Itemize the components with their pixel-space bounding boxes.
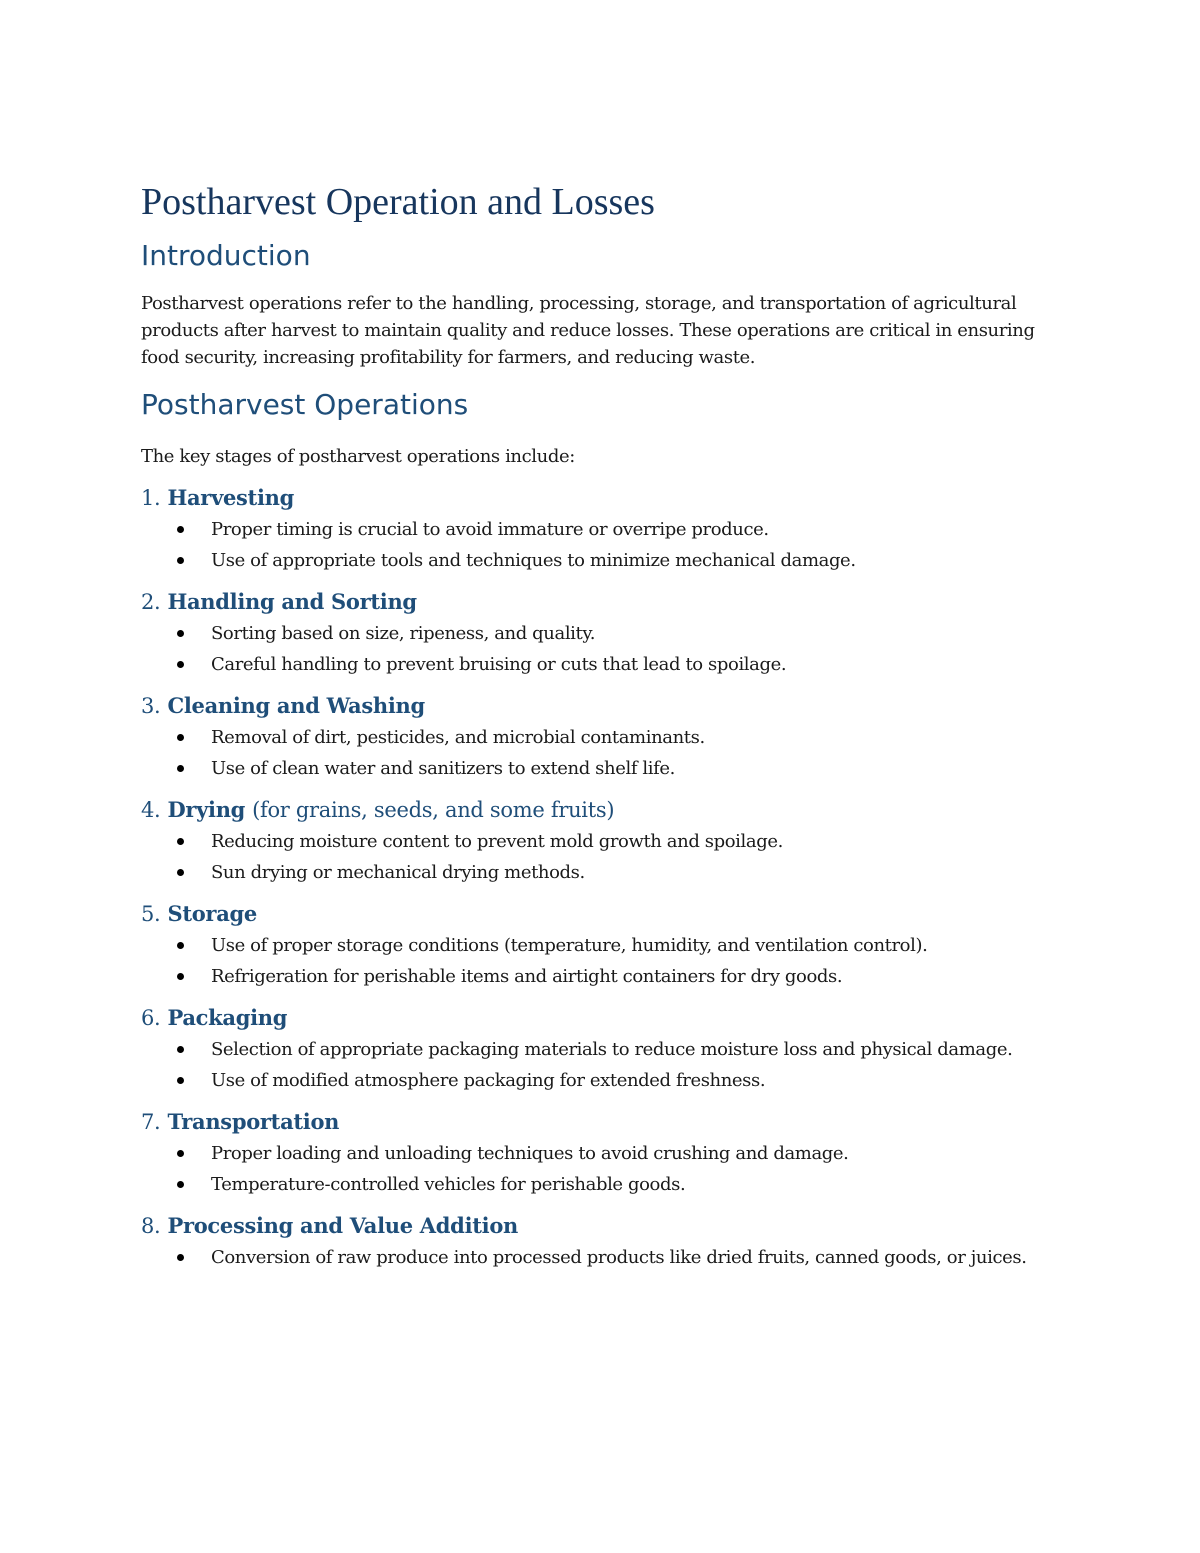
bullet-dot-icon	[177, 869, 184, 876]
stage-section	[141, 898, 1041, 990]
bullet-text: Use of modified atmosphere packaging for extended freshness.	[211, 1070, 766, 1091]
bullet-text: Removal of dirt, pesticides, and microbial contaminants.	[211, 727, 705, 748]
bullet-item	[141, 932, 1041, 959]
stage-bullet-list	[141, 1140, 1041, 1198]
stage-bullet-list	[141, 828, 1041, 886]
stage-number: 6.	[141, 1006, 161, 1030]
stage-title: Transportation	[167, 1109, 340, 1134]
operations-heading: Postharvest Operations	[141, 388, 469, 421]
stage-title: Processing and Value Addition	[167, 1213, 518, 1238]
introduction-heading: Introduction	[141, 239, 311, 272]
stage-number: 2.	[141, 590, 161, 614]
bullet-dot-icon	[177, 1150, 184, 1157]
stage-title: Harvesting	[167, 485, 294, 510]
stage-title: Drying	[167, 797, 246, 822]
stage-section	[141, 1210, 1041, 1271]
bullet-text: Proper loading and unloading techniques to avoid crushing and damage.	[211, 1143, 849, 1164]
bullet-dot-icon	[177, 765, 184, 772]
stage-title-note: (for grains, seeds, and some fruits)	[252, 798, 615, 822]
bullet-text: Use of appropriate tools and techniques to minimize mechanical damage.	[211, 550, 856, 571]
stage-heading	[141, 482, 1041, 514]
bullet-text: Refrigeration for perishable items and airtight containers for dry goods.	[211, 966, 843, 987]
stage-title: Handling and Sorting	[167, 589, 417, 614]
bullet-dot-icon	[177, 557, 184, 564]
bullet-item	[141, 1067, 1041, 1094]
stage-number: 1.	[141, 486, 161, 510]
bullet-text: Sorting based on size, ripeness, and quality.	[211, 623, 596, 644]
stage-section	[141, 794, 1041, 886]
stage-number: 7.	[141, 1110, 161, 1134]
stage-heading	[141, 1002, 1041, 1034]
stage-section	[141, 1002, 1041, 1094]
bullet-item	[141, 1036, 1041, 1063]
stage-number: 5.	[141, 902, 161, 926]
stage-heading	[141, 690, 1041, 722]
stage-bullet-list	[141, 516, 1041, 574]
bullet-dot-icon	[177, 973, 184, 980]
stage-heading	[141, 586, 1041, 618]
bullet-item	[141, 516, 1041, 543]
bullet-dot-icon	[177, 838, 184, 845]
stage-number: 3.	[141, 694, 161, 718]
bullet-dot-icon	[177, 1046, 184, 1053]
stage-title: Packaging	[167, 1005, 288, 1030]
bullet-dot-icon	[177, 526, 184, 533]
stage-bullet-list	[141, 932, 1041, 990]
bullet-item	[141, 828, 1041, 855]
bullet-dot-icon	[177, 1181, 184, 1188]
stage-title: Storage	[167, 901, 257, 926]
stage-bullet-list	[141, 1036, 1041, 1094]
bullet-item	[141, 620, 1041, 647]
bullet-dot-icon	[177, 942, 184, 949]
bullet-dot-icon	[177, 661, 184, 668]
bullet-text: Proper timing is crucial to avoid immature or overripe produce.	[211, 519, 769, 540]
bullet-item	[141, 755, 1041, 782]
bullet-item	[141, 1140, 1041, 1167]
document-content	[141, 178, 1041, 1275]
bullet-dot-icon	[177, 734, 184, 741]
stage-heading	[141, 794, 1041, 826]
stage-title: Cleaning and Washing	[167, 693, 425, 718]
bullet-item	[141, 724, 1041, 751]
stage-bullet-list	[141, 724, 1041, 782]
stage-section	[141, 1106, 1041, 1198]
bullet-item	[141, 859, 1041, 886]
bullet-item	[141, 651, 1041, 678]
stage-bullet-list	[141, 1244, 1041, 1271]
stage-heading	[141, 1210, 1041, 1242]
bullet-text: Temperature-controlled vehicles for perishable goods.	[211, 1174, 686, 1195]
bullet-text: Conversion of raw produce into processed products like dried fruits, canned goods, or juices.	[211, 1247, 1027, 1268]
bullet-dot-icon	[177, 1254, 184, 1261]
stage-bullet-list	[141, 620, 1041, 678]
stage-heading	[141, 1106, 1041, 1138]
introduction-paragraph: Postharvest operations refer to the handling, processing, storage, and transportation of agricultural products after harvest to maintain quality and reduce losses. These operations are critical in ensuring food security, increasing profitability for farmers, and reducing waste.	[141, 293, 1035, 368]
bullet-item	[141, 1171, 1041, 1198]
document-title: Postharvest Operation and Losses	[141, 181, 655, 223]
bullet-dot-icon	[177, 630, 184, 637]
operations-lead-paragraph: The key stages of postharvest operations include:	[141, 446, 575, 467]
bullet-text: Careful handling to prevent bruising or cuts that lead to spoilage.	[211, 654, 787, 675]
bullet-text: Sun drying or mechanical drying methods.	[211, 862, 585, 883]
bullet-item	[141, 963, 1041, 990]
bullet-text: Use of proper storage conditions (temperature, humidity, and ventilation control).	[211, 935, 928, 956]
stage-section	[141, 690, 1041, 782]
stage-section	[141, 482, 1041, 574]
bullet-dot-icon	[177, 1077, 184, 1084]
stage-number: 8.	[141, 1214, 161, 1238]
bullet-item	[141, 1244, 1041, 1271]
bullet-text: Use of clean water and sanitizers to extend shelf life.	[211, 758, 675, 779]
stage-number: 4.	[141, 798, 161, 822]
bullet-text: Selection of appropriate packaging materials to reduce moisture loss and physical damage.	[211, 1039, 1013, 1060]
stage-heading	[141, 898, 1041, 930]
bullet-item	[141, 547, 1041, 574]
stage-section	[141, 586, 1041, 678]
stages-list	[141, 482, 1041, 1271]
bullet-text: Reducing moisture content to prevent mold growth and spoilage.	[211, 831, 783, 852]
